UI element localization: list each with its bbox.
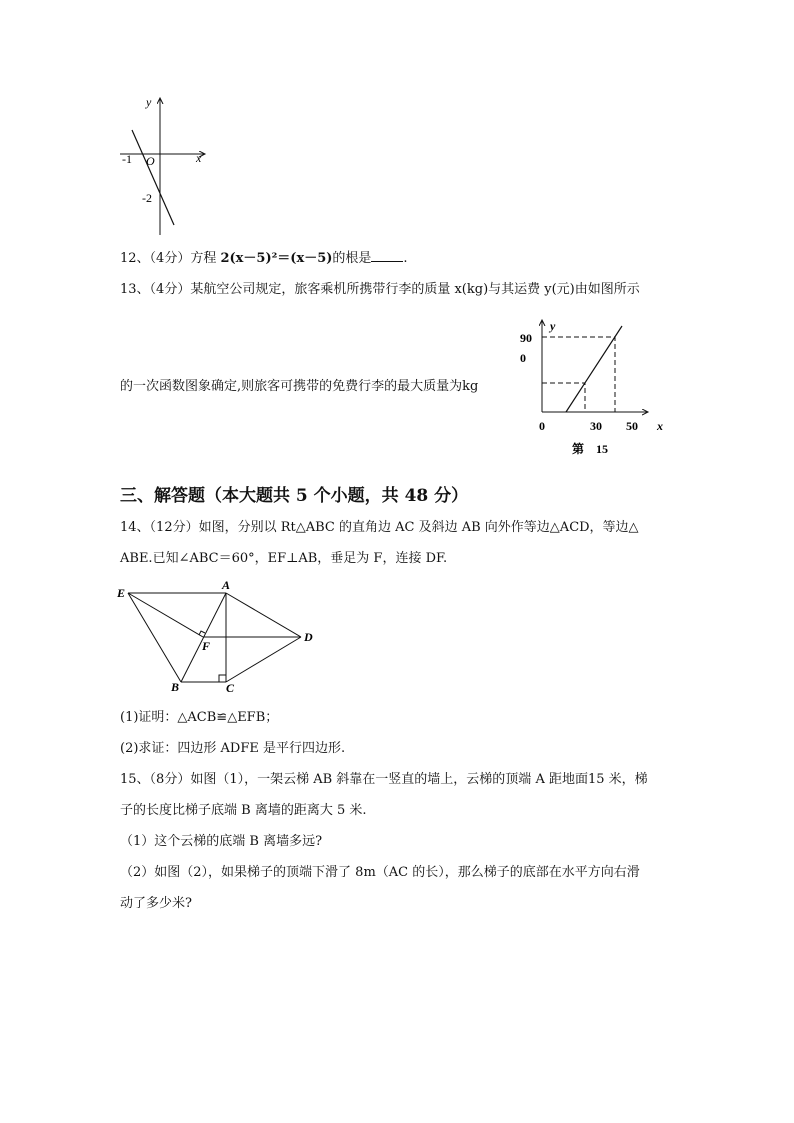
label-C: C <box>226 681 235 695</box>
part-text: 动了多少米? <box>120 896 192 911</box>
label-E: E <box>117 586 126 600</box>
question-score: （4分） <box>149 282 191 297</box>
question-13-line2 <box>120 378 478 396</box>
baggage-fee-graph <box>512 312 677 460</box>
part-text: （2）如图（2），如果梯子的顶端下滑了 8m（AC 的长），那么梯子的底部在水平方向右滑 <box>120 865 640 880</box>
x-tick-30: 30 <box>590 419 602 433</box>
segment-EF <box>128 593 203 637</box>
question-number: 14、 <box>120 520 150 535</box>
answer-blank <box>371 249 403 262</box>
x-tick-50: 50 <box>626 419 638 433</box>
question-number: 15、 <box>120 772 150 787</box>
question-text: 如图（1），一架云梯 AB 斜靠在一竖直的墙上，云梯的顶端 A 距地面15 米，梯 <box>190 772 648 787</box>
label-F: F <box>202 639 211 653</box>
label-A: A <box>222 578 231 592</box>
question-13-line1 <box>120 281 640 299</box>
linear-function-graph <box>110 90 220 240</box>
question-15-line1 <box>120 771 648 789</box>
function-line <box>132 130 174 225</box>
question-15-part2-line2 <box>120 895 192 913</box>
y-axis-label: y <box>146 95 152 109</box>
part-text: (1)证明：△ACB≌△EFB； <box>120 710 279 725</box>
label-D: D <box>304 630 313 644</box>
segment-AD <box>226 593 301 637</box>
question-text: 如图，分别以 Rt△ABC 的直角边 AC 及斜边 AB 向外作等边△ACD，等边△ <box>198 520 639 535</box>
origin-label: 0 <box>539 419 545 433</box>
question-score: （8分） <box>149 772 191 787</box>
x-axis-label: x <box>657 419 663 433</box>
geometry-figure-14 <box>114 578 324 696</box>
fee-line <box>566 326 622 412</box>
segment-CD <box>226 637 301 682</box>
question-15-line2 <box>120 802 367 820</box>
origin-label: O <box>146 154 155 168</box>
question-number: 12、 <box>120 251 150 266</box>
question-12 <box>120 249 408 268</box>
right-angle-mark-C <box>219 675 226 682</box>
question-15-part1 <box>120 833 322 851</box>
part-text: (2)求证：四边形 ADFE 是平行四边形. <box>120 741 346 756</box>
question-score: （4分） <box>149 251 191 266</box>
segment-EB <box>128 593 181 682</box>
question-text-post: 的根是 <box>332 251 372 266</box>
question-score: （12分） <box>149 520 199 535</box>
question-14-line2 <box>120 550 447 568</box>
question-text: 的一次函数图象确定,则旅客可携带的免费行李的最大质量为kg <box>120 379 479 394</box>
figure-caption: 第 15 <box>572 442 609 456</box>
label-B: B <box>171 680 180 694</box>
dashed-guide-top <box>542 337 615 412</box>
question-14-part2 <box>120 740 345 758</box>
equation: 2(x－5)²＝(x－5) <box>220 251 333 266</box>
x-intercept-label: -1 <box>122 152 132 166</box>
y-tick-90: 90 <box>520 331 532 345</box>
question-text: 子的长度比梯子底端 B 离墙的距离大 5 米. <box>120 803 367 818</box>
question-text: ABE.已知∠ABC＝60°，EF⊥AB，垂足为 F，连接 DF. <box>120 551 448 566</box>
y-tick-0: 0 <box>520 351 526 365</box>
right-angle-mark-F <box>199 631 205 635</box>
question-end: . <box>403 251 408 266</box>
question-14-line1 <box>120 519 639 537</box>
y-axis-label: y <box>550 319 556 333</box>
part-text: （1）这个云梯的底端 B 离墙多远? <box>120 834 323 849</box>
question-14-part1 <box>120 709 278 727</box>
y-intercept-label: -2 <box>142 191 152 205</box>
x-axis-label: x <box>196 151 202 165</box>
dashed-guide-mid <box>542 383 585 412</box>
question-text: 方程 <box>190 251 221 266</box>
section-heading: 三、解答题（本大题共 5 个小题，共 48 分） <box>120 486 469 506</box>
question-number: 13、 <box>120 282 150 297</box>
question-15-part2-line1 <box>120 864 640 882</box>
question-text: 某航空公司规定，旅客乘机所携带行李的质量 x(kg)与其运费 y(元)由如图所示 <box>190 282 640 297</box>
